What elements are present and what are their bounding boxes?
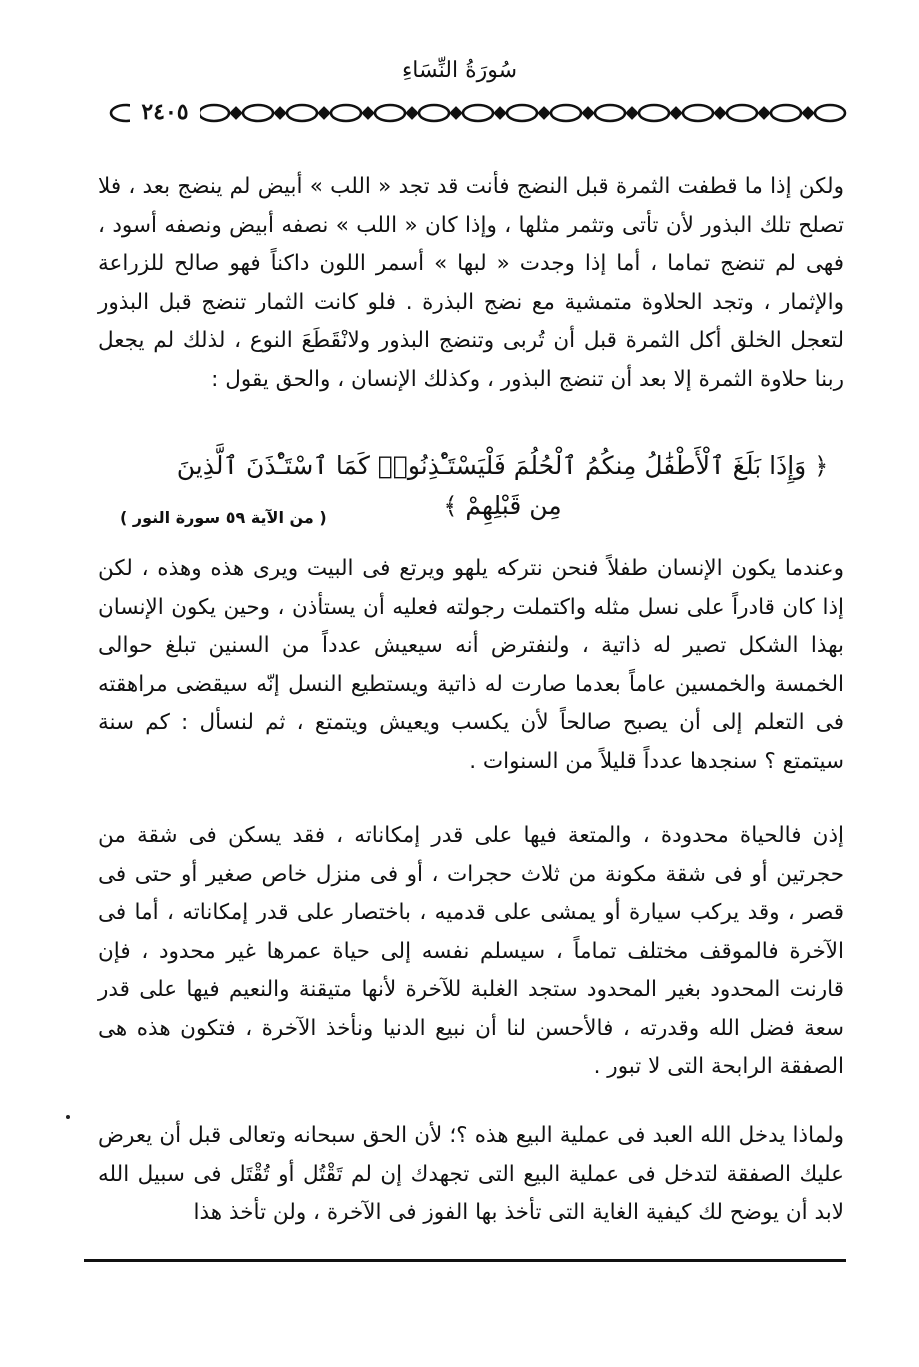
chain-diamond (451, 108, 461, 118)
verse-open-bracket: ﴿ (814, 452, 829, 480)
chain-link (199, 105, 229, 121)
chain-link (375, 105, 405, 121)
chain-link (815, 105, 845, 121)
chain-link (507, 105, 537, 121)
chain-link (683, 105, 713, 121)
chain-link (639, 105, 669, 121)
chain-link (463, 105, 493, 121)
paragraph-1: ولكن إذا ما قطفت الثمرة قبل النضج فأنت قد تجد « اللب » أبيض لم ينضج بعد ، فلا تصلح تلك البذور لأن تأتى وتثمر مثلها ، وإذا كان « اللب » نصفه أبيض ونصفه أسود ، فهى لم تنضج تماما ، أما إذا وجدت « لبها » أسمر اللون داكناً فهو صالح للزراعة والإثمار ، وتجد الحلاوة متمشية مع نضج البذرة . فلو كانت الثمار تنضج قبل البذور لتعجل الخلق أكل الثمرة قبل أن تُربى وتنضج البذور ولانْقَطَعَ النوع ، لذلك لم يجعل ربنا حلاوة الثمرة إلا بعد أن تنضج البذور ، وكذلك الإنسان ، والحق يقول : (98, 174, 844, 392)
chain-diamond (363, 108, 373, 118)
ink-dot (66, 1115, 70, 1119)
chain-diamond (803, 108, 813, 118)
chain-diamond (539, 108, 549, 118)
footer-rule (84, 1259, 846, 1262)
chain-diamond (759, 108, 769, 118)
verse-text: وَإِذَا بَلَغَ ٱلْأَطْفَٰلُ مِنكُمُ ٱلْحُلُمَ فَلْيَسْتَـْٔذِنُوا۟ كَمَا ٱسْتَـْٔذَنَ ٱلَّذِينَ مِن قَبْلِهِمْ (176, 451, 807, 520)
chain-link (771, 105, 801, 121)
paragraph-4: ولماذا يدخل الله العبد فى عملية البيع هذه ؟؛ لأن الحق سبحانه وتعالى قبل أن يعرض عليك الصفقة لتدخل فى عملية البيع التى تجهدك إن لم تَقْتُل أو تُقْتَل فى سبيل الله لابد أن يوضح لك كيفية الغاية التى تأخذ بها الفوز فى الآخرة ، ولن تأخذ هذا (98, 1123, 844, 1225)
verse-reference: ( من الآية ٥٩ سورة النور ) (120, 508, 327, 527)
verse-close-bracket: ﴾ (443, 492, 458, 520)
chain-link (419, 105, 449, 121)
chain-link (551, 105, 581, 121)
chain-diamond (495, 108, 505, 118)
chain-diamond (671, 108, 681, 118)
ornamental-chain-border (100, 98, 852, 128)
chain-link (243, 105, 273, 121)
chain-diamond (319, 108, 329, 118)
chain-link (595, 105, 625, 121)
chain-diamond (583, 108, 593, 118)
chain-link (287, 105, 317, 121)
chain-diamond (715, 108, 725, 118)
chain-link (331, 105, 361, 121)
chain-diamond (275, 108, 285, 118)
chain-diamond (231, 108, 241, 118)
paragraph-2: وعندما يكون الإنسان طفلاً فنحن نتركه يلهو ويرتع فى البيت ويرى هذه وهذه ، لكن إذا كان قادراً على نسل مثله واكتملت رجولته فعليه أن يستأذن ، وحين يكون الإنسان بهذا الشكل تصير له ذاتية ، ولنفترض أنه سيعيش عدداً من السنين تبلغ حوالى الخمسة والخمسين عاماً بعدما صارت له ذاتية ويستطيع النسل إنّه سيقضى مراهقته فى التعلم إلى أن يصبح صالحاً لأن يكسب ويعيش ويتمتع ، ثم لنسأل : كم سنة سيتمتع ؟ سنجدها عدداً قليلاً من السنوات . (98, 556, 844, 774)
surah-title: سُورَةُ النِّسَاءِ (401, 58, 518, 83)
paragraph-3: إذن فالحياة محدودة ، والمتعة فيها على قدر إمكاناته ، فقد يسكن فى شقة من حجرتين أو فى شقة مكونة من ثلاث حجرات ، أو فى منزل خاص صغير أو حتى فى قصر ، وقد يركب سيارة أو يمشى على قدميه ، باختصار على قدر إمكاناته ، أما فى الآخرة فالموقف مختلف تماماً ، سيسلم نفسه إلى حياة عمرها غير محدود ، فإن قارنت المحدود بغير المحدود ستجد الغلبة للآخرة لأنها متيقنة والنعيم فيها على قدر سعة فضل الله وقدرته ، فالأحسن لنا أن نبيع الدنيا ونأخذ الآخرة ، فتكون هذه هى الصفقة الرابحة التى لا تبور . (98, 823, 844, 1079)
chain-diamond (627, 108, 637, 118)
chain-diamond (407, 108, 417, 118)
page-number: ٢٤٠٥ (130, 99, 200, 125)
chain-link (727, 105, 757, 121)
